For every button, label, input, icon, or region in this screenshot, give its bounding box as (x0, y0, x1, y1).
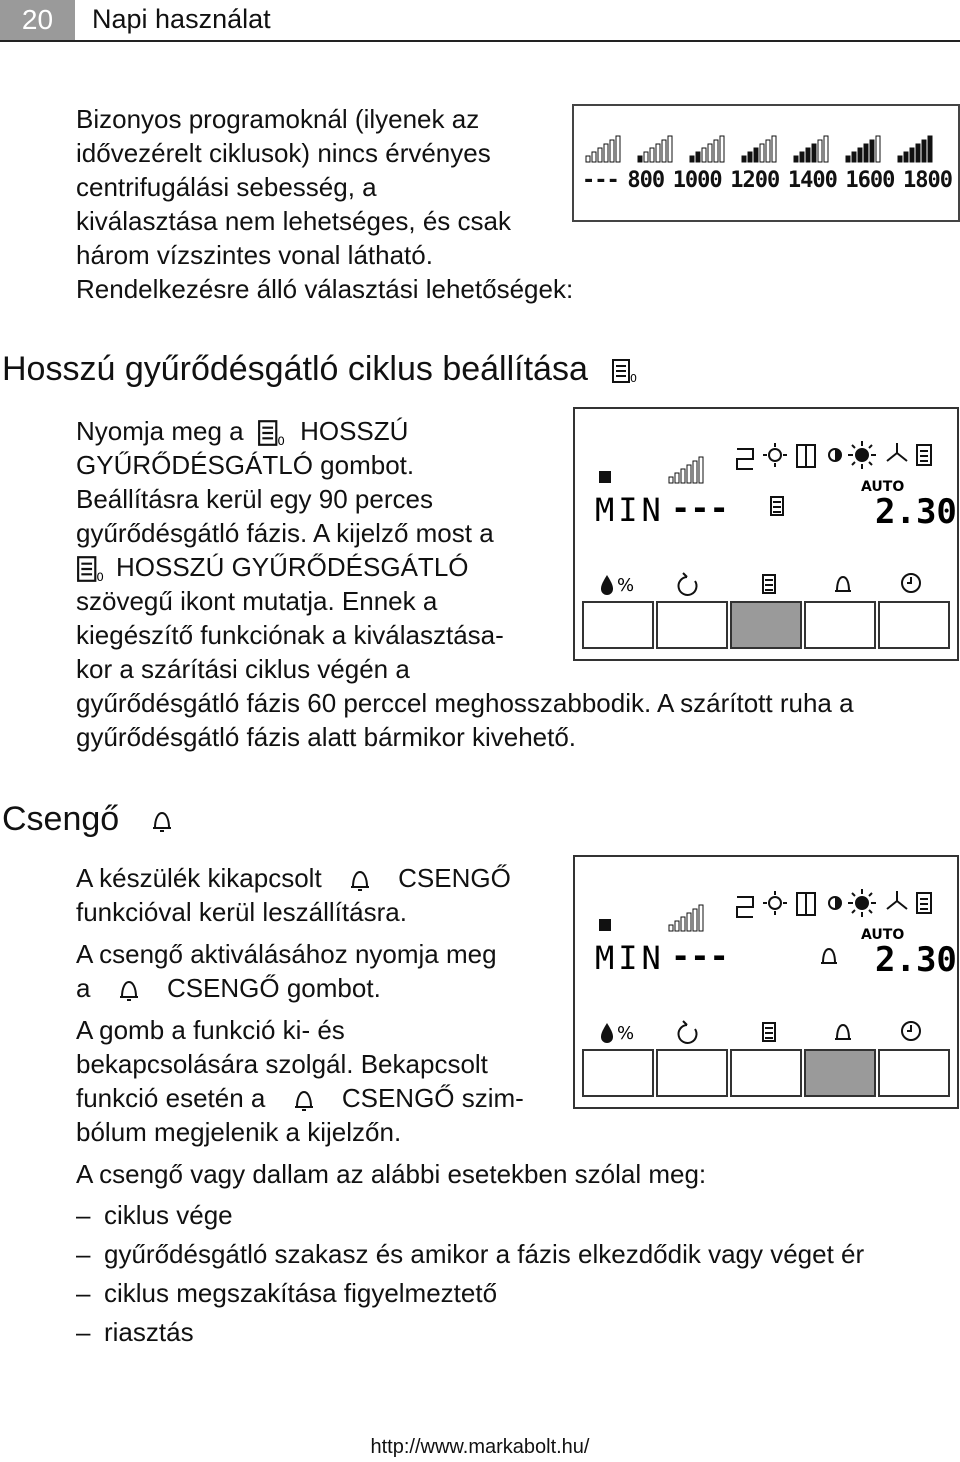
speed-label: 1000 (672, 168, 722, 193)
percent-label: % (617, 1023, 635, 1044)
speed-bar (669, 477, 673, 483)
speed-bar (592, 152, 596, 162)
speed-bar (702, 148, 706, 162)
speed-bar (669, 925, 673, 931)
anti-crease-icon (611, 357, 639, 385)
control-panel-drawing (575, 409, 957, 659)
bell-icon (291, 1087, 317, 1113)
list-bullet: – (76, 1200, 91, 1230)
para-line: Beállításra kerül egy 90 perces (76, 484, 433, 515)
intro-paragraph (76, 102, 573, 306)
speed-bar (644, 152, 648, 162)
para-text: CSENGŐ gombot. (166, 973, 381, 1003)
para-text: HOSSZÚ (300, 416, 409, 446)
auto-label: AUTO (861, 927, 905, 943)
speed-bar (687, 465, 691, 483)
speed-bar (675, 473, 679, 483)
speed-bar (904, 152, 908, 162)
list-item: gyűrődésgátló szakasz és amikor a fázis elkezdődik vagy véget ér (104, 1239, 865, 1269)
para-line: A csengő aktiválásához nyomja meg (76, 939, 497, 969)
speed-bar (675, 921, 679, 931)
speed-bar (604, 144, 608, 162)
speed-bar (794, 156, 798, 162)
para-line: GYŰRŐDÉSGÁTLÓ gombot. (76, 450, 415, 481)
speed-bar (910, 148, 914, 162)
speed-label: 1200 (730, 168, 780, 193)
speed-bar (806, 148, 810, 162)
speed-label: 1600 (845, 168, 895, 193)
list-bullet: – (76, 1239, 91, 1269)
speed-bar (598, 148, 602, 162)
anti-crease-icon (76, 554, 106, 584)
para-line: gyűrődésgátló fázis 60 perccel meghosszabbodik. A szárított ruha a (76, 688, 854, 719)
para-text: CSENGŐ (398, 863, 511, 893)
page-title: Napi használat (92, 4, 271, 34)
speed-bar (690, 156, 694, 162)
para-text: a (76, 973, 91, 1003)
speed-label: 800 (627, 168, 665, 193)
auto-label: AUTO (861, 479, 905, 495)
section-heading-anti-crease (2, 350, 639, 389)
percent-label: % (617, 575, 635, 596)
speed-bar (812, 144, 816, 162)
speed-bar (693, 461, 697, 483)
para-text: A készülék kikapcsolt (76, 863, 322, 893)
dashes-label: --- (671, 937, 729, 975)
speed-bar (760, 144, 764, 162)
speed-bar (858, 148, 862, 162)
speed-bar (708, 144, 712, 162)
speed-bar (662, 140, 666, 162)
para-line: gyűrődésgátló fázis. A kijelző most a (76, 518, 494, 549)
time-display: 2.30 (875, 492, 957, 532)
speed-bar (824, 136, 828, 162)
para-line: A gomb a funkció ki- és (76, 1015, 345, 1045)
para-text: Nyomja meg a (76, 416, 244, 446)
speed-label: --- (582, 168, 619, 193)
control-panel-anti-crease (573, 407, 959, 661)
speed-bar (818, 140, 822, 162)
control-panel-drawing (575, 857, 957, 1107)
spin-speed-bars-icon (574, 106, 958, 220)
speed-bar (681, 469, 685, 483)
speed-bar (864, 144, 868, 162)
min-label: MIN (595, 491, 665, 529)
para-line: kor a szárítási ciklus végén a (76, 654, 410, 685)
list-bullet: – (76, 1317, 91, 1347)
svg-text:0: 0 (96, 570, 104, 585)
header-divider (0, 40, 960, 42)
para-line: kiegészítő funkciónak a kiválasztása- (76, 620, 504, 651)
list-item: riasztás (104, 1317, 194, 1347)
speed-bar (852, 152, 856, 162)
para-line: bólum megjelenik a kijelzőn. (76, 1117, 402, 1147)
speed-bar (699, 905, 703, 931)
svg-text:0: 0 (630, 372, 638, 386)
speed-bar (668, 136, 672, 162)
bell-icon (149, 808, 175, 834)
speed-label: 1800 (903, 168, 952, 193)
para-line: gyűrődésgátló fázis alatt bármikor kivehető. (76, 722, 577, 753)
speed-label: 1400 (787, 168, 837, 193)
intro-line: centrifugálási sebesség, a (76, 172, 377, 202)
time-display: 2.30 (875, 940, 957, 980)
list-item: ciklus vége (104, 1200, 233, 1230)
speed-bar (693, 909, 697, 931)
section-heading-buzzer (2, 800, 175, 839)
para-text: CSENGŐ szim- (341, 1083, 524, 1113)
bell-icon (116, 977, 142, 1003)
speed-bar (699, 457, 703, 483)
speed-bar (650, 148, 654, 162)
speed-bar (800, 152, 804, 162)
spin-speed-display (572, 104, 960, 222)
para-line: A csengő vagy dallam az alábbi esetekben szólal meg: (76, 1159, 707, 1189)
speed-bar (742, 156, 746, 162)
speed-bar (687, 913, 691, 931)
heading-text: Csengő (2, 800, 120, 838)
speed-bar (696, 152, 700, 162)
speed-bar (766, 140, 770, 162)
speed-bar (772, 136, 776, 162)
speed-bar (748, 152, 752, 162)
speed-bar (720, 136, 724, 162)
para-line: szövegű ikont mutatja. Ennek a (76, 586, 438, 617)
intro-line: Bizonyos programoknál (ilyenek az (76, 104, 480, 134)
dashes-label: --- (671, 489, 729, 527)
control-panel-buzzer (573, 855, 959, 1109)
para-line: bekapcsolására szolgál. Bekapcsolt (76, 1049, 488, 1079)
intro-line: kiválasztása nem lehetséges, és csak (76, 206, 511, 236)
speed-bar (846, 156, 850, 162)
speed-bar (870, 140, 874, 162)
para-text: funkció esetén a (76, 1083, 266, 1113)
speed-bar (638, 156, 642, 162)
speed-bar (681, 917, 685, 931)
speed-bar (916, 144, 920, 162)
list-bullet: – (76, 1278, 91, 1308)
speed-bar (898, 156, 902, 162)
footer-url[interactable]: http://www.markabolt.hu/ (370, 1436, 590, 1458)
list-item: ciklus megszakítása figyelmeztető (104, 1278, 498, 1308)
bell-icon (347, 867, 373, 893)
heading-text: Hosszú gyűrődésgátló ciklus beállítása (2, 350, 588, 388)
min-label: MIN (595, 939, 665, 977)
speed-bar (616, 136, 620, 162)
page-number: 20 (0, 0, 75, 40)
speed-bar (922, 140, 926, 162)
speed-bar (928, 136, 932, 162)
speed-bar (754, 148, 758, 162)
speed-bar (586, 156, 590, 162)
speed-bar (876, 136, 880, 162)
intro-line: idővezérelt ciklusok) nincs érvényes (76, 138, 491, 168)
svg-text:0: 0 (277, 433, 285, 448)
para-text: HOSSZÚ GYŰRŐDÉSGÁTLÓ (116, 552, 469, 583)
speed-bar (656, 144, 660, 162)
intro-line: három vízszintes vonal látható. (76, 240, 433, 270)
intro-line: Rendelkezésre álló választási lehetőségek: (76, 274, 574, 304)
speed-bar (714, 140, 718, 162)
para-line: funkcióval kerül leszállításra. (76, 897, 407, 927)
anti-crease-icon (257, 418, 287, 448)
speed-bar (610, 140, 614, 162)
